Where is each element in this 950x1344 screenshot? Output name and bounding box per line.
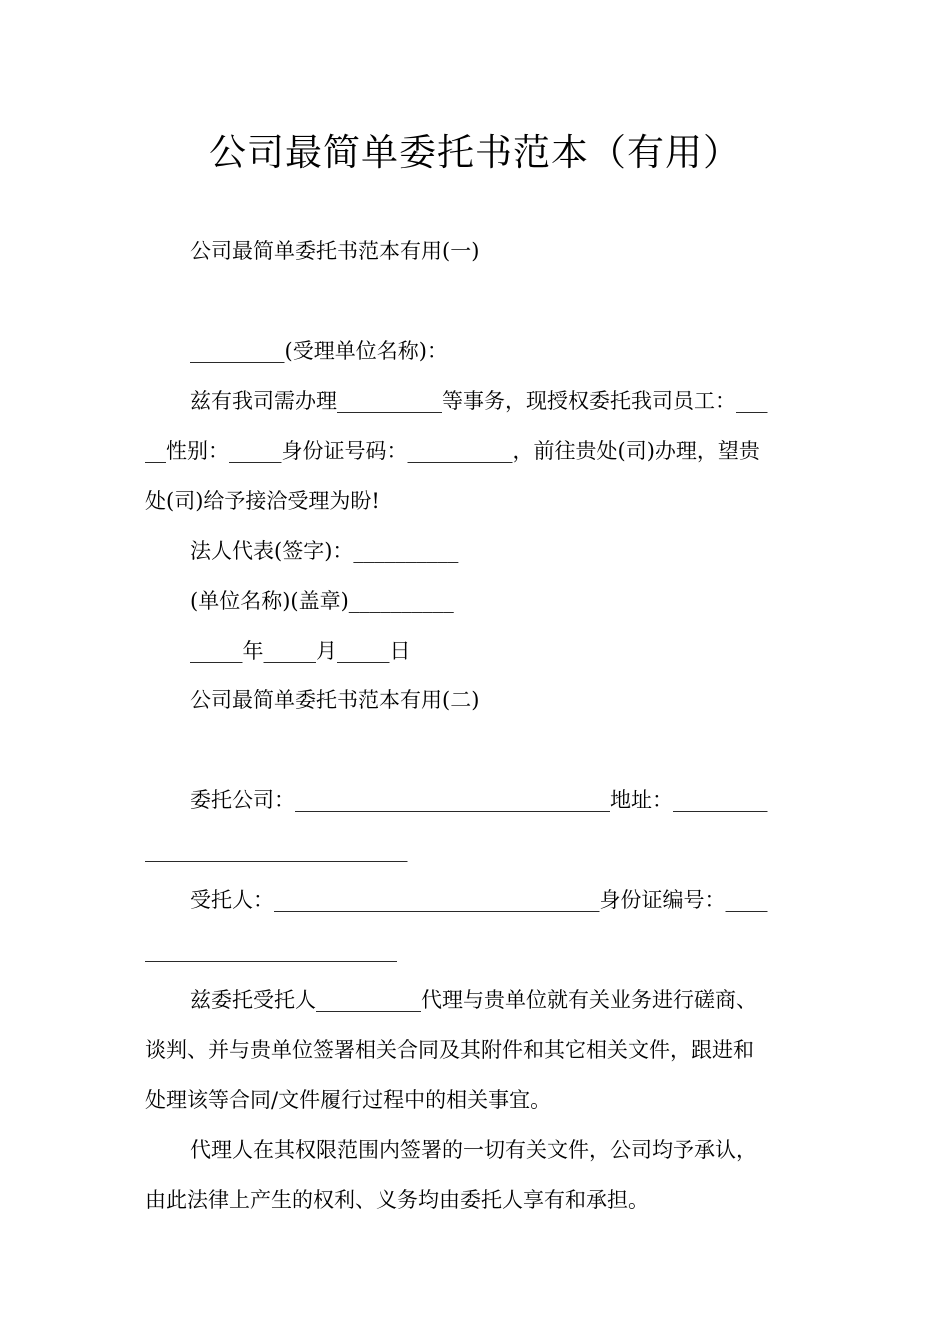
legal-rep-signature-line: 法人代表(签字)：__________ (190, 539, 459, 563)
body-line: 兹委托受托人__________代理与贵单位就有关业务进行磋商、 (190, 988, 757, 1012)
document-title: 公司最简单委托书范本（有用） (209, 131, 741, 174)
blank-line: ________________________ (145, 938, 397, 962)
blank-line: _________________________ (145, 838, 408, 862)
agent-line: 受托人：_______________________________身份证编号：____ (190, 888, 768, 912)
body-line: __性别：_____身份证号码：__________，前往贵处(司)办理，望贵 (145, 439, 760, 463)
section-1-heading: 公司最简单委托书范本有用(一) (190, 239, 480, 263)
principal-company-line: 委托公司：______________________________地址：_________ (190, 788, 768, 812)
body-line: 代理人在其权限范围内签署的一切有关文件，公司均予承认， (190, 1138, 757, 1162)
recipient-line: _________(受理单位名称)： (190, 339, 448, 363)
body-line: 谈判、并与贵单位签署相关合同及其附件和其它相关文件，跟进和 (145, 1038, 754, 1062)
body-line: 处(司)给予接洽受理为盼! (145, 489, 380, 513)
date-line: _____年_____月_____日 (190, 639, 411, 663)
body-line: 由此法律上产生的权利、义务均由委托人享有和承担。 (145, 1188, 649, 1212)
company-seal-line: (单位名称)(盖章)__________ (190, 589, 454, 613)
section-2-heading: 公司最简单委托书范本有用(二) (190, 688, 480, 712)
body-line: 兹有我司需办理__________等事务，现授权委托我司员工：___ (190, 389, 768, 413)
body-line: 处理该等合同/文件履行过程中的相关事宜。 (145, 1088, 552, 1112)
